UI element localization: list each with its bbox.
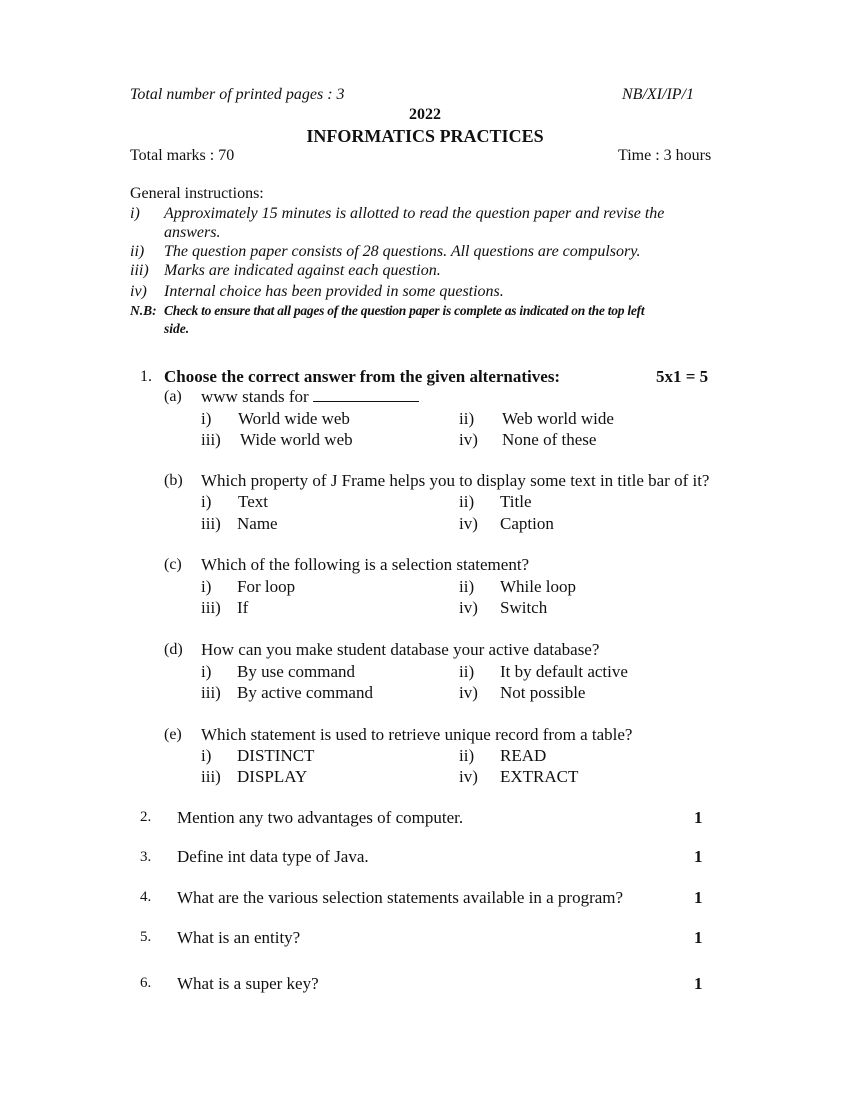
option-text: DISTINCT: [237, 746, 315, 765]
sub-question-text: How can you make student database your active database?: [201, 640, 600, 659]
exam-year: 2022: [409, 106, 441, 123]
sub-question-text: Which property of J Frame helps you to display some text in title bar of it?: [201, 471, 710, 490]
question-number: 1.: [140, 368, 152, 385]
question-marks: 1: [694, 847, 703, 866]
option-text: Not possible: [500, 683, 586, 702]
sub-question-text: www stands for: [201, 387, 419, 407]
option-num: iii): [201, 683, 221, 702]
option-text: DISPLAY: [237, 767, 308, 786]
option-num: ii): [459, 577, 475, 596]
option-num: i): [201, 409, 212, 428]
question-1-marks: 5x1 = 5: [656, 367, 709, 386]
option-text: Web world wide: [502, 409, 614, 428]
option-num: ii): [459, 409, 475, 428]
option-num: ii): [459, 746, 475, 765]
question-marks: 1: [694, 888, 703, 907]
instruction-num: i): [130, 205, 140, 222]
option-num: ii): [459, 662, 475, 681]
instruction-num: iii): [130, 262, 149, 279]
question-marks: 1: [694, 808, 703, 827]
option-text: By use command: [237, 662, 356, 681]
option-num: i): [201, 746, 212, 765]
question-text: What is a super key?: [177, 974, 319, 993]
option-text: READ: [500, 746, 547, 765]
option-num: i): [201, 662, 212, 681]
total-marks: Total marks : 70: [130, 147, 235, 164]
nb-text: Check to ensure that all pages of the question paper is complete as indicated on the top left: [164, 303, 645, 318]
instruction-text: The question paper consists of 28 questions. All questions are compulsory.: [164, 243, 641, 260]
nb-label: N.B:: [130, 303, 157, 318]
option-num: iv): [459, 683, 478, 702]
printed-pages-note: Total number of printed pages : 3: [130, 86, 345, 103]
option-num: iii): [201, 430, 221, 449]
option-num: iv): [459, 767, 478, 786]
option-num: iii): [201, 598, 221, 617]
instruction-text: Approximately 15 minutes is allotted to read the question paper and revise the: [164, 205, 665, 222]
option-num: iv): [459, 598, 478, 617]
question-marks: 1: [694, 928, 703, 947]
question-text: What are the various selection statements available in a program?: [177, 888, 624, 907]
instruction-num: ii): [130, 243, 145, 260]
instructions-title: General instructions:: [130, 185, 264, 202]
subject-title: INFORMATICS PRACTICES: [306, 126, 544, 146]
option-text: Wide world web: [240, 430, 353, 449]
option-text: Switch: [500, 598, 548, 617]
option-text: While loop: [500, 577, 577, 596]
paper-code: NB/XI/IP/1: [622, 86, 694, 103]
nb-text: side.: [164, 321, 190, 336]
instruction-num: iv): [130, 283, 147, 300]
sub-question-label: (e): [164, 726, 182, 743]
question-text: Define int data type of Java.: [177, 847, 369, 866]
option-num: i): [201, 577, 212, 596]
option-num: ii): [459, 492, 475, 511]
question-number: 4.: [140, 889, 152, 905]
question-marks: 1: [694, 974, 703, 993]
option-text: Title: [500, 492, 532, 511]
question-text: Mention any two advantages of computer.: [177, 808, 464, 827]
sub-question-label: (c): [164, 556, 182, 573]
answer-blank: [313, 389, 419, 402]
option-num: iv): [459, 430, 478, 449]
option-text: Name: [237, 514, 278, 533]
question-text: What is an entity?: [177, 928, 301, 947]
exam-time: Time : 3 hours: [618, 147, 712, 164]
sub-question-label: (a): [164, 388, 182, 405]
option-text: Caption: [500, 514, 554, 533]
option-num: iv): [459, 514, 478, 533]
option-text: EXTRACT: [500, 767, 579, 786]
option-text: If: [237, 598, 249, 617]
sub-question-text: Which of the following is a selection statement?: [201, 555, 530, 574]
option-num: iii): [201, 767, 221, 786]
question-1-text: Choose the correct answer from the given alternatives:: [164, 367, 561, 386]
option-text: Text: [238, 492, 268, 511]
option-num: iii): [201, 514, 221, 533]
instruction-text: answers.: [164, 224, 221, 241]
option-text: None of these: [502, 430, 597, 449]
sub-question-label: (d): [164, 641, 183, 658]
option-text: It by default active: [500, 662, 628, 681]
option-text: For loop: [237, 577, 296, 596]
question-number: 5.: [140, 929, 152, 945]
option-num: i): [201, 492, 212, 511]
option-text: By active command: [237, 683, 373, 702]
question-number: 2.: [140, 809, 152, 825]
sub-question-text: Which statement is used to retrieve unique record from a table?: [201, 725, 633, 744]
instruction-text: Internal choice has been provided in some questions.: [164, 283, 504, 300]
question-number: 3.: [140, 849, 152, 865]
sub-question-label: (b): [164, 472, 183, 489]
question-number: 6.: [140, 975, 152, 991]
instruction-text: Marks are indicated against each question.: [164, 262, 441, 279]
option-text: World wide web: [238, 409, 350, 428]
